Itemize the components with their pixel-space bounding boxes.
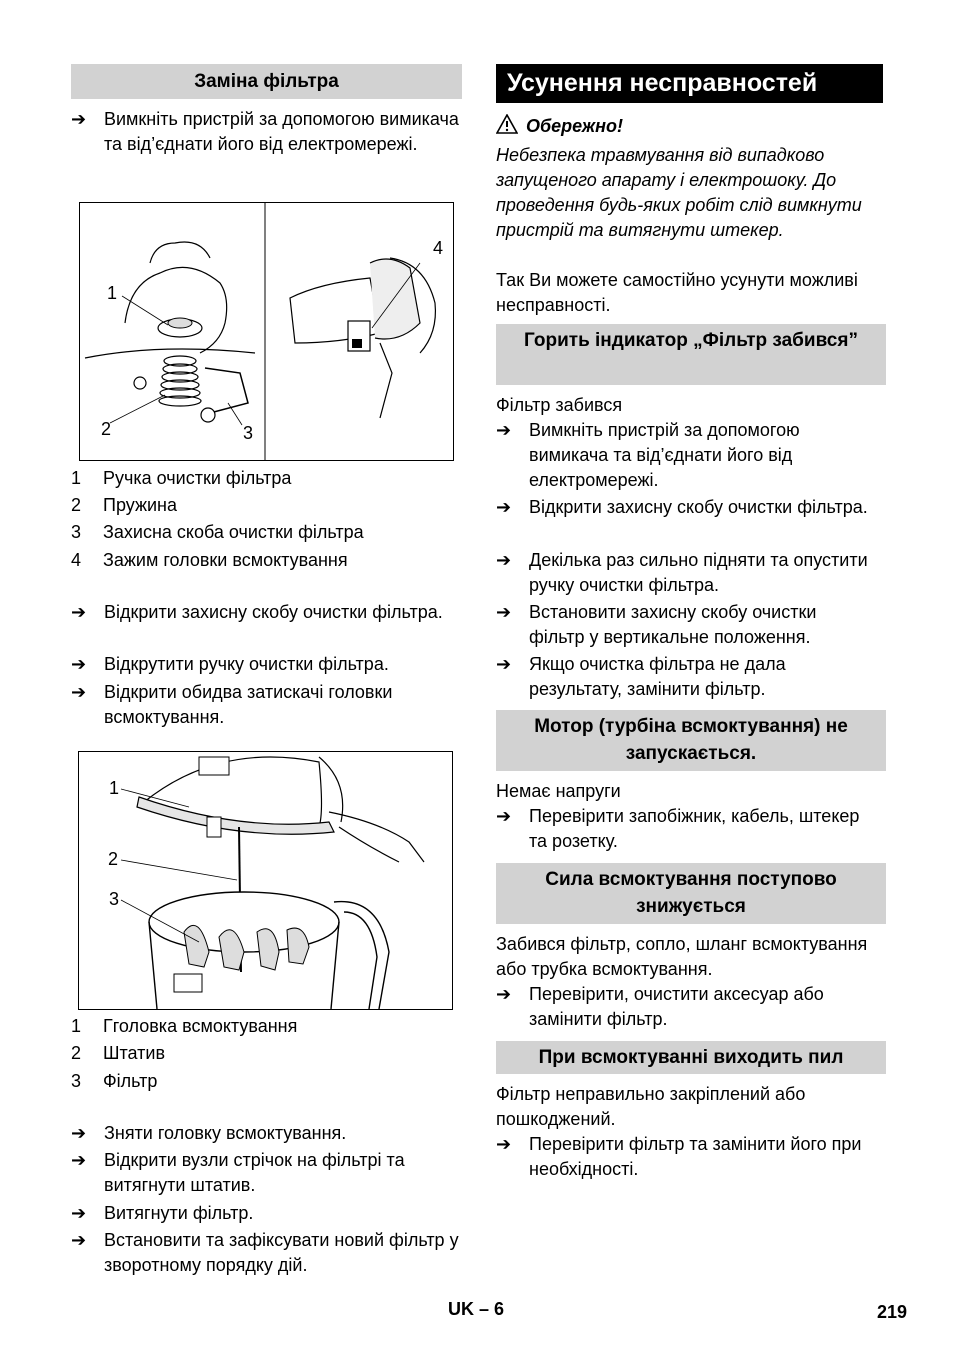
arrow-right-icon: ➔ (71, 1203, 87, 1223)
legend-item: 2 Штатив (71, 1043, 166, 1063)
cause-text: Забився фільтр, сопло, шланг всмоктування або трубка всмоктування. (496, 934, 868, 979)
figure2-label-1: 1 (109, 778, 120, 798)
figure-filter-cleaning (79, 202, 454, 461)
figure1-label-1: 1 (107, 283, 118, 303)
cause-text: Фільтр неправильно закріплений або пошкоджений. (496, 1084, 806, 1129)
heading-filter-clogged: Горить індикатор „Фільтр забився” (496, 324, 886, 385)
warning-triangle-icon (496, 114, 518, 134)
page-title: Усунення несправностей (496, 64, 883, 103)
heading-dust-escaping: При всмоктуванні виходить пил (496, 1041, 886, 1074)
figure2-label-2: 2 (108, 849, 119, 869)
step-item: ➔ Перевірити фільтр та замінити його при необхідності. (496, 1134, 862, 1179)
heading-suction-decreasing: Сила всмоктування поступово знижується (496, 863, 886, 924)
arrow-right-icon: ➔ (496, 654, 512, 674)
step-item: ➔ Вимкніть пристрій за допомогою вимикача та від’єднати його від електромережі. (496, 420, 800, 490)
step-item: ➔ Перевірити запобіжник, кабель, штекер та розетку. (496, 806, 860, 851)
step-item: ➔ Відкрити захисну скобу очистки фільтра. (496, 495, 868, 520)
arrow-right-icon: ➔ (71, 109, 87, 129)
step-intro: ➔ Вимкніть пристрій за допомогою вимикача та від’єднати його від електромережі. (71, 109, 459, 154)
step-item: ➔ Встановити захисну скобу очистки фільтр у вертикальне положення. (496, 602, 817, 647)
section-title-filter-replacement: Заміна фільтра (71, 64, 462, 99)
arrow-right-icon: ➔ (496, 420, 512, 440)
figure1-label-4: 4 (433, 238, 444, 258)
arrow-right-icon: ➔ (496, 984, 512, 1004)
warning-text: Небезпека травмування від випадково запущеного апарату і електрошоку. До проведення будь-яких робіт слід вимкнути пристрій та витягнути штекер. (496, 145, 862, 240)
step-item: ➔ Декілька раз сильно підняти та опустити ручку очистки фільтра. (496, 550, 868, 595)
figure-suction-head-removal (78, 751, 453, 1010)
legend-item: 4 Зажим головки всмоктування (71, 550, 348, 570)
heading-motor-not-starting: Мотор (турбіна всмоктування) не запускається. (496, 710, 886, 771)
legend-item: 3 Фільтр (71, 1071, 158, 1091)
suction-head-illustration (79, 752, 452, 1009)
step-item: ➔ Відкрити захисну скобу очистки фільтра. (71, 600, 462, 625)
arrow-right-icon: ➔ (496, 1134, 512, 1154)
arrow-right-icon: ➔ (71, 1150, 87, 1170)
step-item: ➔ Витягнути фільтр. (71, 1201, 462, 1226)
arrow-right-icon: ➔ (71, 682, 87, 702)
arrow-right-icon: ➔ (71, 1230, 87, 1250)
arrow-right-icon: ➔ (71, 602, 87, 622)
cause-text: Немає напруги (496, 781, 621, 801)
step-item: ➔ Зняти головку всмоктування. (71, 1121, 462, 1146)
footer-lang-page: UK – 6 (448, 1299, 505, 1319)
cause-text: Фільтр забився (496, 395, 623, 415)
warning-heading: Обережно! (496, 114, 623, 139)
intro-text: Так Ви можете самостійно усунути можливі несправності. (496, 270, 858, 315)
arrow-right-icon: ➔ (71, 654, 87, 674)
arrow-right-icon: ➔ (496, 602, 512, 622)
step-item: ➔ Якщо очистка фільтра не дала результату, замінити фільтр. (496, 654, 786, 699)
legend-item: 2 Пружина (71, 495, 177, 515)
arrow-right-icon: ➔ (71, 1123, 87, 1143)
filter-cleaning-illustration (80, 203, 453, 460)
arrow-right-icon: ➔ (496, 550, 512, 570)
legend-item: 3 Захисна скоба очистки фільтра (71, 522, 364, 542)
step-item: ➔ Встановити та зафіксувати новий фільтр у зворотному порядку дій. (71, 1230, 459, 1275)
arrow-right-icon: ➔ (496, 497, 512, 517)
arrow-right-icon: ➔ (496, 806, 512, 826)
legend-item: 1 Ручка очистки фільтра (71, 468, 292, 488)
step-item: ➔ Перевірити, очистити аксесуар або замінити фільтр. (496, 984, 824, 1029)
figure2-label-3: 3 (109, 889, 120, 909)
step-item: ➔ Відкрити вузли стрічок на фільтрі та витягнути штатив. (71, 1150, 405, 1195)
figure1-label-2: 2 (101, 419, 112, 439)
legend-item: 1 Гголовка всмоктування (71, 1016, 298, 1036)
step-item: ➔ Відкрутити ручку очистки фільтра. (71, 652, 462, 677)
footer-page-number: 219 (877, 1302, 908, 1322)
figure1-label-3: 3 (243, 423, 254, 443)
step-item: ➔ Відкрити обидва затискачі головки всмоктування. (71, 682, 393, 727)
